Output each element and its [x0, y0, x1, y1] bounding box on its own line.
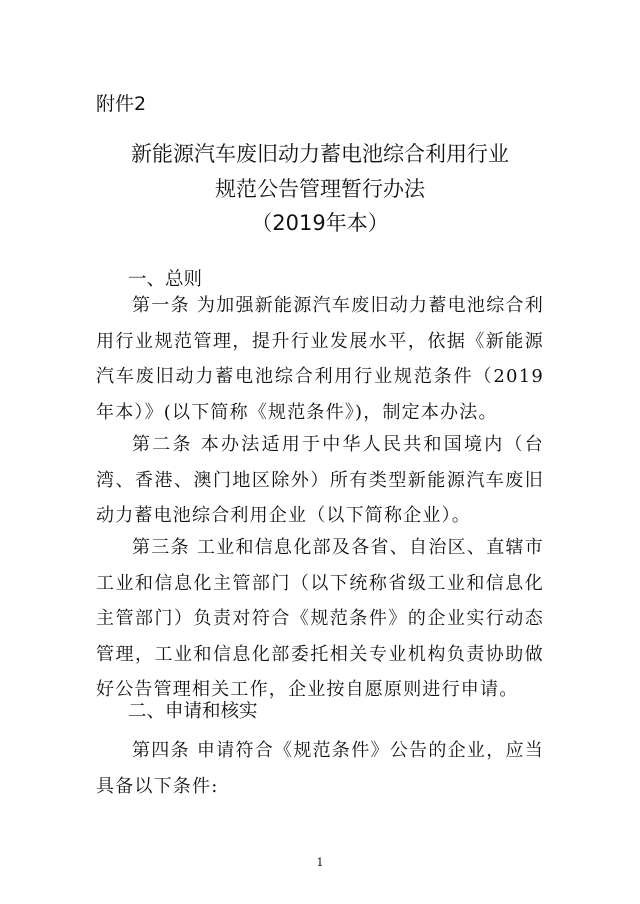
article-2: 第二条 本办法适用于中华人民共和国境内（台湾、香港、澳门地区除外）所有类型新能源汽车废旧动力蓄电池综合利用企业（以下简称企业）。: [96, 434, 544, 527]
document-title-line-1: 新能源汽车废旧动力蓄电池综合利用行业: [131, 142, 509, 166]
article-4: 第四条 申请符合《规范条件》公告的企业，应当具备以下条件:: [96, 740, 544, 797]
attachment-label: 附件2: [96, 93, 147, 115]
section-heading-application: 二、申请和核实: [128, 701, 258, 722]
article-1: 第一条 为加强新能源汽车废旧动力蓄电池综合利用行业规范管理，提升行业发展水平，依据《新能源汽车废旧动力蓄电池综合利用行业规范条件（2019年本）》(以下简称《规范条件》)，制定本办法。: [96, 295, 544, 423]
section-heading-general: 一、总则: [128, 269, 203, 290]
document-title-edition: （2019年本）: [251, 211, 389, 235]
document-title-line-2: 规范公告管理暂行办法: [215, 177, 425, 201]
page-number: 1: [316, 856, 324, 869]
article-3: 第三条 工业和信息化部及各省、自治区、直辖市工业和信息化主管部门（以下统称省级工业和信息化主管部门）负责对符合《规范条件》的企业实行动态管理，工业和信息化部委托相关专业机构负责协助做好公告管理相关工作，企业按自愿原则进行申请。: [96, 537, 544, 701]
